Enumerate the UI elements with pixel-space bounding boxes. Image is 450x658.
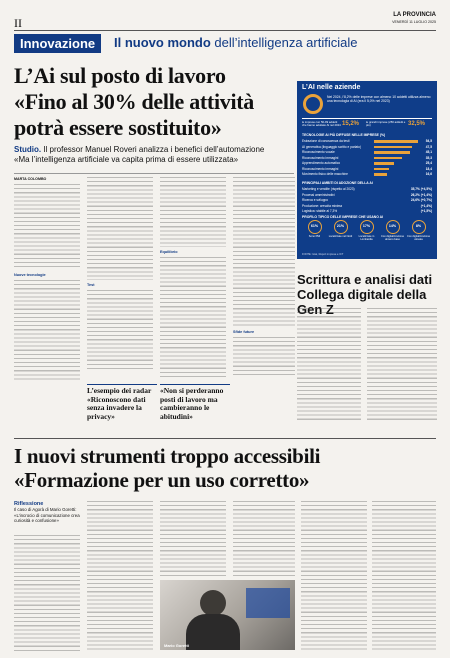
tech-row-bar [374, 151, 410, 154]
article3-headline-2: «Formazione per un uso corretto» [14, 468, 310, 492]
section-2-title: PRINCIPALI AMBITI DI ADOZIONE DELLA AI [302, 181, 373, 185]
tech-row-label: Riconoscimento immagini [302, 155, 339, 160]
big-value-right: 32,5% [408, 121, 426, 127]
summary-line-1: Il professor Manuel Roveri analizza i benefici dell’automazione [41, 145, 265, 154]
tech-row [302, 161, 432, 166]
text-block [160, 177, 226, 247]
section-1-title: TECNOLOGIE AI PIÙ DIFFUSE NELLE IMPRESE (%) [302, 133, 386, 137]
summary-kicker: Studio. [14, 145, 42, 154]
tech-row-bar [374, 168, 389, 171]
adoption-row-value: (+1,4%) [420, 203, 432, 208]
tech-row-bar [374, 162, 394, 165]
text-block [160, 257, 226, 377]
page-number: II [14, 16, 22, 30]
article3-headline [14, 444, 436, 492]
tech-row-value: 16,6 [425, 172, 432, 176]
profile-circle: 8% [412, 220, 426, 234]
text-block [87, 290, 153, 372]
tech-row [302, 156, 432, 161]
headline-line-3: potrà essere sostituito» [14, 115, 222, 140]
profile-item [302, 220, 327, 250]
article3-headline-1: I nuovi strumenti troppo accessibili [14, 444, 321, 468]
adoption-row-label: Produzione: crescita minima [302, 203, 343, 208]
tech-row-label: AI generativa (linguaggio scritto e parlato) [302, 144, 362, 149]
person-head [200, 590, 226, 616]
adoption-row-label: Marketing e vendite (rispetto al 2023) [302, 187, 355, 191]
big-value-left: 15,2% [342, 121, 360, 127]
adoption-row [302, 209, 432, 214]
tech-row [302, 172, 432, 177]
profile-label: Sono PMI [308, 235, 321, 238]
article1-column-2 [87, 177, 153, 372]
subhead-test: Test [87, 283, 95, 287]
article3-text-2 [87, 501, 153, 651]
article2-headline-1: Scrittura e analisi dati [297, 272, 433, 287]
headline-line-2: «Fino al 30% delle attività [14, 89, 254, 114]
profile-item [354, 220, 379, 250]
tech-row-label: Riconoscimento vocale [302, 150, 335, 154]
text-block [233, 337, 295, 377]
section-title-rest: dell’intelligenza artificiale [210, 35, 358, 50]
article3-text-5 [301, 501, 367, 651]
screen-shape [246, 588, 290, 618]
tech-row-label: Estrazione di conoscenza da testi [302, 139, 350, 143]
profile-item [380, 220, 405, 250]
adoption-row-value: 24,6% (+0,7%) [410, 198, 432, 202]
byline: MARTA COLOMBO [14, 177, 47, 181]
profile-label: Con digitalizzazione almeno base [380, 235, 405, 242]
person-body [186, 614, 240, 650]
tech-row-label: Riconoscimento immagini [302, 166, 339, 171]
article3-kicker: Riflessione [14, 501, 44, 507]
donut-icon [303, 94, 323, 114]
summary-line-2: «Ma l’intelligenza artificiale va capita prima di essere utilizzata» [14, 155, 239, 164]
profile-circle: 21% [334, 220, 348, 234]
tech-row [302, 167, 432, 172]
profile-circle: 17% [360, 220, 374, 234]
section-title [114, 35, 357, 50]
profile-label: Localizzate in Lombardia [358, 235, 375, 242]
adoption-row [302, 193, 432, 198]
article3-text-4 [233, 501, 295, 577]
article1-column-1 [14, 177, 80, 382]
text-block [14, 280, 80, 382]
tech-row [302, 145, 432, 150]
subhead-equilibrio: Equilibrio [160, 250, 178, 254]
subhead-sfide-future: Sfide future [233, 330, 255, 334]
profile-circle: 61% [308, 220, 322, 234]
adoption-row [302, 204, 432, 209]
donut-text: Nel 2024, l’8,2% delle imprese con almeno 10 addetti utilizza almeno una tecnologia di AI (era il 5,0% nel 2023) [327, 95, 431, 104]
tech-row [302, 139, 432, 144]
tech-row-value: 25,4 [425, 161, 432, 165]
tech-row-bar [374, 140, 418, 143]
article2-text-2 [367, 308, 437, 420]
profile-item [406, 220, 431, 250]
tech-row-bar [374, 157, 402, 160]
tech-row-bar [374, 146, 412, 149]
adoption-row [302, 198, 432, 203]
subhead-nuove-tecnologie: Nuove tecnologie [14, 273, 46, 277]
article1-column-3 [160, 177, 226, 377]
text-block [14, 184, 80, 270]
tech-row-value: 54,5 [425, 139, 432, 143]
profile-label: Con digitalizzazione elevata [406, 235, 431, 242]
section-header [14, 30, 436, 53]
article3-text-6 [372, 501, 436, 651]
profile-circle: 14% [386, 220, 400, 234]
article2-headline-2: Collega digitale della Gen Z [297, 287, 427, 317]
text-block [233, 177, 295, 327]
article1-column-4 [233, 177, 295, 377]
paper-name: LA PROVINCIA [393, 12, 436, 18]
infographic-title: L’AI nelle aziende [302, 84, 361, 91]
infographic [297, 81, 437, 259]
tech-row [302, 150, 432, 155]
adoption-row-value: (+1,5%) [420, 209, 432, 213]
article3-text-3 [160, 501, 226, 577]
article2-text-1 [297, 308, 361, 420]
tech-row-value: 35,3 [425, 155, 432, 160]
adoption-row-label: Logistica: stabile al 7,3% [302, 209, 338, 213]
big-label-right: le grandi imprese (250 addetti e più) [366, 120, 406, 128]
tech-row-bar [374, 173, 387, 176]
headline-line-1: L’Ai sul posto di lavoro [14, 63, 226, 88]
tech-row-value: 45,1 [425, 150, 432, 154]
adoption-row-value: 35,7% (+4,5%) [410, 187, 432, 191]
tech-row-label: Movimento fisico delle macchine [302, 172, 348, 176]
adoption-row-value: 26,2% (+1,4%) [410, 192, 432, 197]
adoption-row [302, 187, 432, 192]
tech-row-value: 18,4 [425, 166, 432, 171]
article3-kicker-block [14, 501, 80, 524]
profile-label: Localizzate nel Nord [328, 235, 353, 238]
pull-quote-2: «Non si perderanno posti di lavoro ma cambieranno le abitudini» [160, 384, 230, 421]
profile-item [328, 220, 353, 250]
big-stats [302, 118, 432, 131]
text-block [87, 177, 153, 280]
article3-text-1 [14, 535, 80, 651]
big-label-left: le imprese con 50-99 addetti che hanno adottato AI nel 2024 [302, 120, 341, 128]
issue-date: VENERDÌ 11 LUGLIO 2025 [392, 20, 436, 24]
article1-summary [14, 145, 294, 165]
tech-list [302, 139, 432, 179]
adoption-row-label: Processi amministrativi [302, 192, 335, 197]
adoption-row-label: Ricerca e sviluppo [302, 198, 329, 202]
article3-photo [160, 580, 295, 650]
pull-quote-1: L’esempio dei radar «Riconoscono dati senza invadere la privacy» [87, 384, 157, 421]
photo-caption: Mario Goretti [164, 643, 189, 648]
source-note: FONTE: Istat, Report imprese e ICT [302, 253, 344, 256]
tech-row-value: 47,5 [425, 144, 432, 149]
article3-summary: Il caso di Agorà di Mario Goretti: «L’incrocio di comunicazione crea curiosità e confusione» [14, 507, 80, 524]
tech-row-label: Apprendimento automatico [302, 161, 341, 165]
profile-list [302, 220, 432, 250]
adoption-list [302, 187, 432, 213]
section-title-bold: Il nuovo mondo [114, 35, 211, 50]
article1-headline [14, 63, 294, 141]
section-3-title: PROFILO TIPICO DELLE IMPRESE CHE USANO AI [302, 215, 384, 219]
section-tag: Innovazione [14, 34, 101, 53]
